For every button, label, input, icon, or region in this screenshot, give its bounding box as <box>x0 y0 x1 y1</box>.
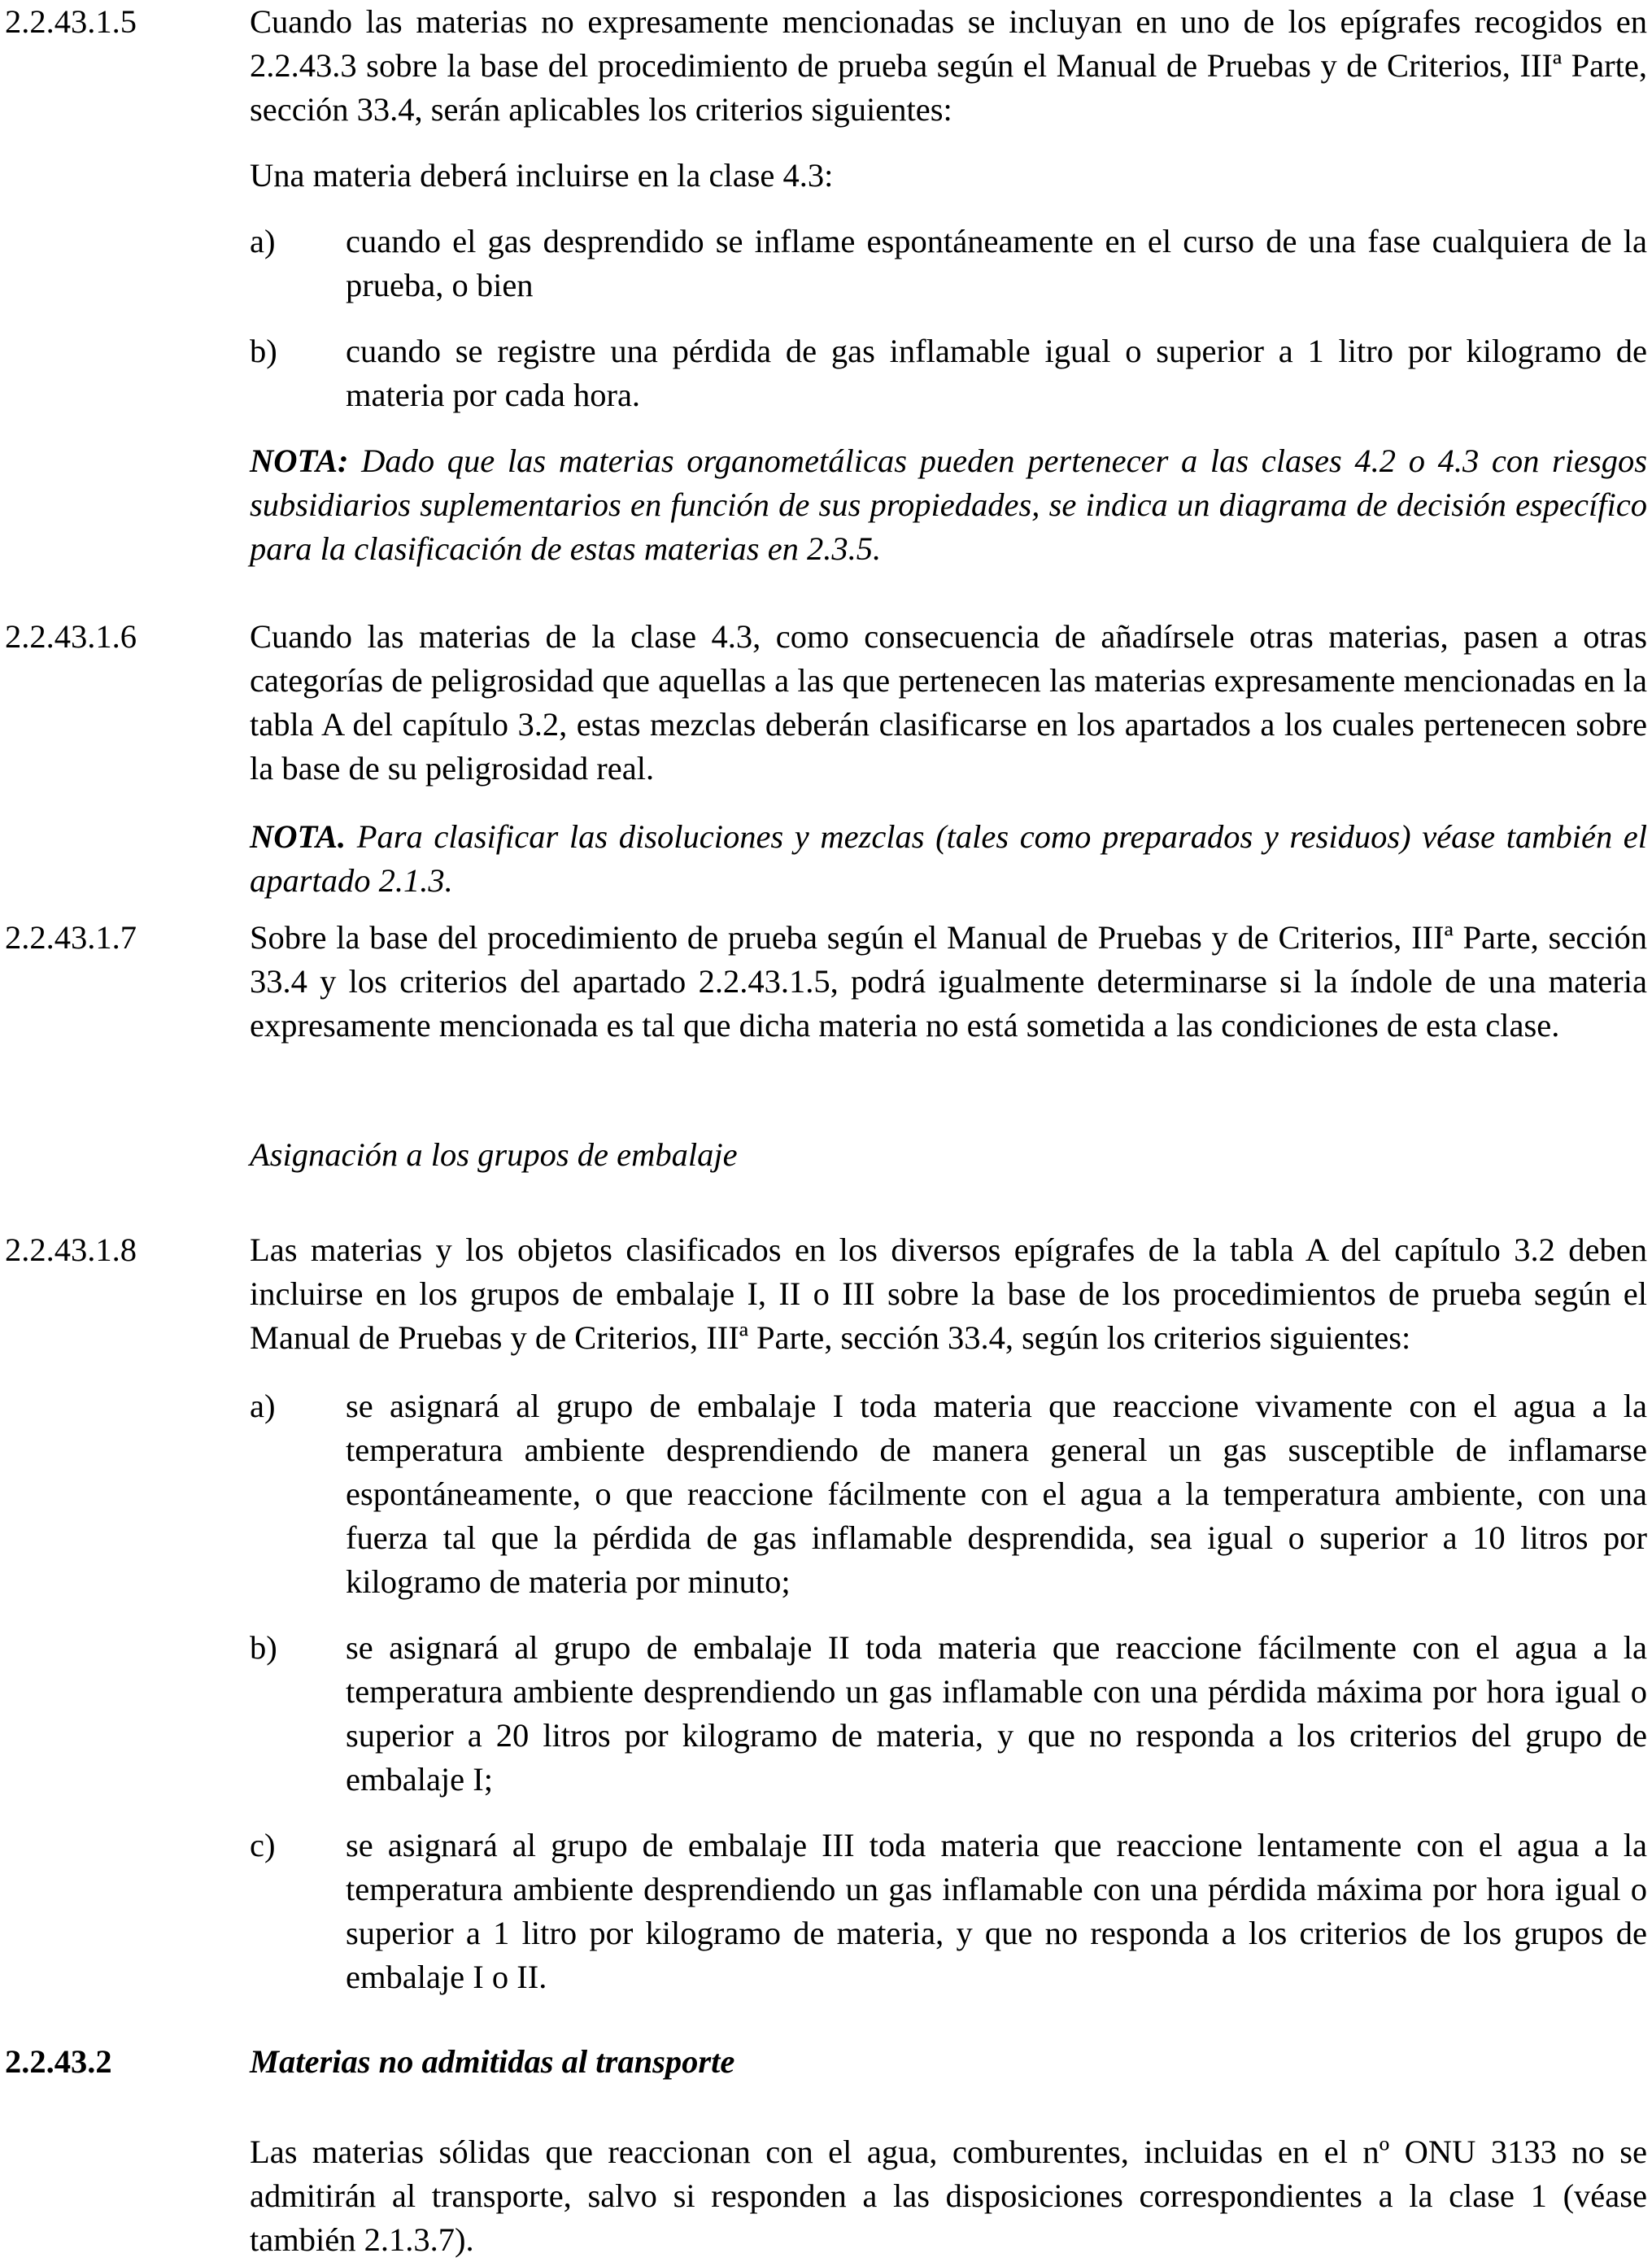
subheading: Asignación a los grupos de embalaje <box>250 1136 738 1173</box>
list-item-text: se asignará al grupo de embalaje I toda materia que reaccione vivamente con el agua a la temperatura ambiente desprendiendo de manera general un gas susceptible de inflamarse espontáneamente, o que reaccione fácilmente con el agua a la temperatura ambiente, con una fuerza tal que la pérdida de gas inflamable desprendida, sea igual o superior a 10 litros por kilogramo de materia por minuto; <box>346 1388 1647 1600</box>
list-item <box>250 1626 1647 1802</box>
paragraph: Las materias sólidas que reaccionan con el agua, comburentes, incluidas en el nº ONU 3133 no se admitirán al transporte, salvo si responden a las disposiciones correspondientes a la clase 1 (véase también 2.1.3.7). <box>250 2133 1647 2258</box>
note <box>250 815 1647 903</box>
list-item-label: c) <box>250 1827 276 1863</box>
section-body <box>250 2040 1647 2262</box>
section-body <box>250 1133 1647 1177</box>
note-text: Dado que las materias organometálicas pueden pertenecer a las clases 4.2 o 4.3 con riesgos subsidiarios suplementarios en función de sus propiedades, se indica un diagrama de decisión específico para la clasificación de estas materias en 2.3.5. <box>250 442 1648 567</box>
paragraph: Cuando las materias no expresamente mencionadas se incluyan en uno de los epígrafes recogidos en 2.2.43.3 sobre la base del procedimiento de prueba según el Manual de Pruebas y de Criterios, IIIª Parte, sección 33.4, serán aplicables los criterios siguientes: <box>250 3 1647 128</box>
section-body <box>250 615 1647 903</box>
list-item <box>250 329 1647 417</box>
section-heading: Materias no admitidas al transporte <box>250 2043 735 2080</box>
list-item-text: se asignará al grupo de embalaje III toda materia que reaccione lentamente con el agua a la temperatura ambiente desprendiendo un gas inflamable con una pérdida máxima por hora igual o superior a 1 litro por kilogramo de materia, y que no responda a los criterios de los grupos de embalaje I o II. <box>346 1827 1647 1995</box>
list-item-label: a) <box>250 223 276 259</box>
note <box>250 439 1647 571</box>
list-item-label: b) <box>250 333 277 369</box>
note-label: NOTA: <box>250 442 349 479</box>
paragraph-lead: Una materia deberá incluirse en la clase 4.3: <box>250 157 834 194</box>
section-number: 2.2.43.1.5 <box>5 3 137 40</box>
list-item-text: se asignará al grupo de embalaje II toda materia que reaccione fácilmente con el agua a la temperatura ambiente desprendiendo un gas inflamable con una pérdida máxima por hora igual o superior a 20 litros por kilogramo de materia, y que no responda a los criterios del grupo de embalaje I; <box>346 1629 1647 1798</box>
section-body <box>250 916 1647 1048</box>
section-number: 2.2.43.1.8 <box>5 1231 137 1268</box>
paragraph: Las materias y los objetos clasificados en los diversos epígrafes de la tabla A del capítulo 3.2 deben incluirse en los grupos de embalaje I, II o III sobre la base de los procedimientos de prueba según el Manual de Pruebas y de Criterios, IIIª Parte, sección 33.4, según los criterios siguientes: <box>250 1231 1647 1356</box>
list-item <box>250 1384 1647 1604</box>
note-text: Para clasificar las disoluciones y mezclas (tales como preparados y residuos) véase también el apartado 2.1.3. <box>250 818 1648 899</box>
note-label: NOTA. <box>250 818 347 855</box>
paragraph: Cuando las materias de la clase 4.3, como consecuencia de añadírsele otras materias, pasen a otras categorías de peligrosidad que aquellas a las que pertenecen las materias expresamente mencionadas en la tabla A del capítulo 3.2, estas mezclas deberán clasificarse en los apartados a los cuales pertenecen sobre la base de su peligrosidad real. <box>250 618 1647 787</box>
list-item-label: b) <box>250 1629 277 1666</box>
section-body <box>250 0 1647 571</box>
list-item <box>250 220 1647 307</box>
list-item-label: a) <box>250 1388 276 1424</box>
section-body <box>250 1228 1647 1999</box>
section-number: 2.2.43.1.6 <box>5 618 137 655</box>
list-item <box>250 1824 1647 1999</box>
list-item-text: cuando se registre una pérdida de gas inflamable igual o superior a 1 litro por kilogramo de materia por cada hora. <box>346 333 1647 413</box>
section-number: 2.2.43.1.7 <box>5 919 137 956</box>
list-item-text: cuando el gas desprendido se inflame espontáneamente en el curso de una fase cualquiera de la prueba, o bien <box>346 223 1647 303</box>
section-number: 2.2.43.2 <box>5 2043 112 2080</box>
paragraph: Sobre la base del procedimiento de prueba según el Manual de Pruebas y de Criterios, IIIª Parte, sección 33.4 y los criterios del apartado 2.2.43.1.5, podrá igualmente determinarse si la índole de una materia expresamente mencionada es tal que dicha materia no está sometida a las condiciones de esta clase. <box>250 919 1647 1044</box>
